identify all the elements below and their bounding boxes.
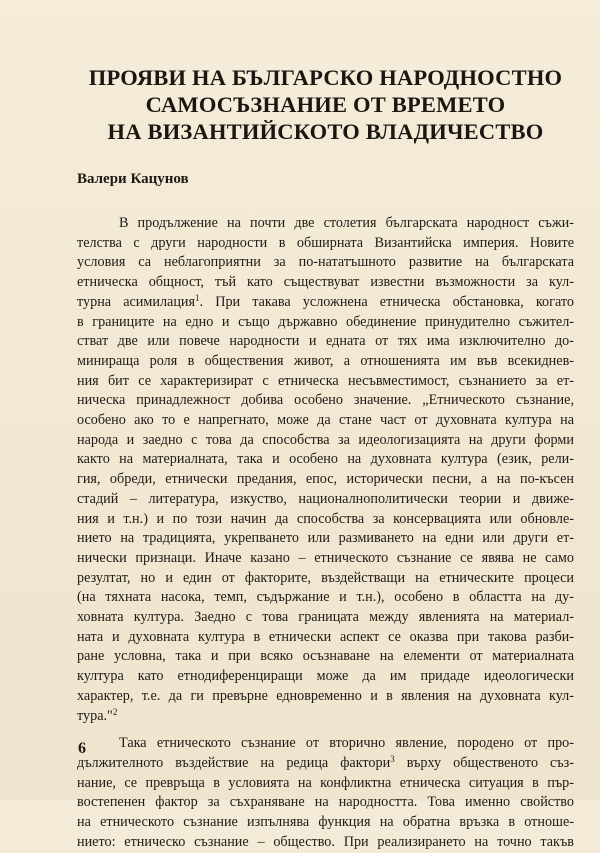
text-line: етническа общност, тъй като съществуват известни възможности за кул- — [77, 274, 574, 291]
text-segment: тура." — [77, 707, 113, 724]
text-segment: При такава усложнена етническа обстановка, когато — [215, 293, 575, 310]
text-line: нието: етническо съзнание – общество. При реализирането на точно такъв — [77, 833, 574, 850]
paragraph-1 — [77, 214, 574, 726]
text-line: востепенен фактор за съхраняване на народността. Това именно свойство — [77, 794, 574, 811]
footnote-ref-2: 2 — [112, 706, 118, 717]
text-line: характер, т.е. да ги превърне едновременно и в явления на духовната кул- — [77, 687, 574, 704]
page-number: 6 — [78, 740, 86, 757]
text-line: гия, обреди, етнически предания, епос, исторически песни, а на по-късен — [77, 471, 574, 488]
text-line: стват две или повече народности и едната от тях има изключително до- — [77, 333, 574, 350]
text-line: минираща роля в обществения живот, а отношенията им във всекиднев- — [77, 352, 574, 369]
text-segment: турна асимилация — [77, 293, 196, 310]
text-line: нието на традицията, укрепването или размиването на едни или други ет- — [77, 530, 574, 547]
text-line — [77, 754, 574, 774]
text-line: нание, се превръща в условията на конфликтна етническа ситуация в пър- — [77, 774, 574, 791]
text-line: ране условна, така и при всяко осъзнаване на елементи от материалната — [77, 648, 574, 665]
title-line: НА ВИЗАНТИЙСКОТО ВЛАДИЧЕСТВО — [107, 119, 544, 144]
footnote-ref-1: 1 — [195, 292, 200, 303]
text-segment: върху общественото съз- — [406, 754, 575, 771]
text-line: култура като етнодиференциращи може да им придаде идеологически — [77, 668, 574, 685]
text-line: както на материалната, така и особено на духовната култура (език, рели- — [77, 451, 574, 468]
text-line — [77, 707, 574, 727]
text-line: Така етническото съзнание от вторично явление, породено от про- — [119, 735, 574, 752]
text-segment: дължителното въздействие на редица фактори — [77, 754, 391, 771]
text-line: ния бит се характеризират с етническа несъвместимост, съзнанието за ет- — [77, 372, 574, 389]
text-line: ховната култура. Заедно с това границата между явленията на материал- — [77, 609, 574, 626]
text-line: ния и т.н.) и по този начин да способства за консервацията или обновле- — [77, 510, 574, 527]
paragraph-2 — [77, 734, 574, 852]
title-line: САМОСЪЗНАНИЕ ОТ ВРЕМЕТО — [145, 92, 506, 117]
text-line: В продължение на почти две столетия българската народност съжи- — [119, 215, 574, 231]
text-line: условия са неблагоприятни за по-нататъшното развитие на българската — [77, 254, 574, 271]
text-line: на етническото съзнание изпълнява функция на обратна връзка в отноше- — [77, 814, 574, 831]
article-title — [77, 64, 574, 145]
footnote-ref-3: 3 — [390, 753, 395, 764]
text-line: стадий – литература, изкуство, националнополитически теории и движе- — [77, 490, 574, 507]
article-body — [77, 214, 574, 853]
text-line: в границите на едно и също държавно обединение принудително съжител- — [77, 313, 574, 330]
text-line: народа и заедно с това да способства за идеологизацията на други форми — [77, 431, 574, 448]
text-line: нически признаци. Иначе казано – етническото съзнание се явява не само — [77, 549, 574, 566]
text-line: телства с други народности в обширната Византийска империя. Новите — [77, 234, 574, 251]
text-line: особено ако то е напрегнато, може да стане част от духовната култура на — [77, 412, 574, 429]
text-line: ната и духовната култура в етнически аспект се оказва при такова разби- — [77, 628, 574, 645]
text-line: резултат, но и един от факторите, въздействащи на етническите процеси — [77, 569, 574, 586]
author-name: Валери Кацунов — [77, 171, 189, 187]
text-line: (на тяхната насока, темп, съдържание и т.н.), особено в областта на ду- — [77, 589, 574, 606]
text-line: турна асимилация$^1$. При такава усложнена етническа обстановка, когато — [77, 292, 575, 310]
title-line: ПРОЯВИ НА БЪЛГАРСКО НАРОДНОСТНО — [88, 65, 563, 90]
text-line: ническа принадлежност добива особено значение. „Етническото съзнание, — [77, 392, 574, 409]
